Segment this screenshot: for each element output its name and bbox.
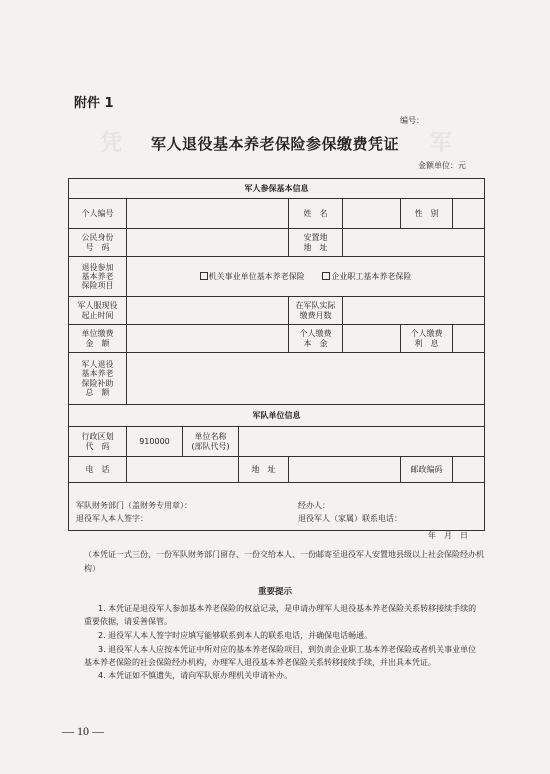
personal-id-label: 个人编号 xyxy=(69,199,127,229)
personal-id-field[interactable] xyxy=(127,199,289,229)
tip-item: 1. 本凭证是退役军人参加基本养老保险的权益记录，是申请办理军人退役基本养老保险关系转移接续手续的重要依据，请妥善保管。 xyxy=(84,604,477,627)
unit-payment-field[interactable] xyxy=(127,325,289,353)
date-label: 年 月 日 xyxy=(428,531,468,540)
option-enterprise-label: 企业职工基本养老保险 xyxy=(331,271,412,281)
tips-heading: 重要提示 xyxy=(257,587,292,597)
soldier-signature-label: 退役军人本人签字： xyxy=(76,514,148,523)
copies-note: （本凭证一式三份，一份军队财务部门留存、一份交给本人、一份邮寄至退役军人安置地县级以上社会保险经办机构） xyxy=(84,550,484,573)
subsidy-total-field[interactable] xyxy=(127,353,485,405)
checkbox-icon xyxy=(322,272,330,280)
name-label: 姓 名 xyxy=(289,199,343,229)
postcode-label: 邮政编码 xyxy=(401,457,453,483)
service-period-label: 军人服现役 起止时间 xyxy=(69,297,127,325)
finance-dept-stamp-label: 军队财务部门（盖财务专用章）： xyxy=(76,501,192,510)
phone-field[interactable] xyxy=(127,457,239,483)
certificate-form xyxy=(68,178,485,531)
tips-list xyxy=(84,602,484,683)
unit-name-label: 单位名称 (部队代号) xyxy=(183,427,239,457)
name-field[interactable] xyxy=(343,199,401,229)
option-enterprise-checkbox[interactable] xyxy=(322,272,411,281)
insurance-item-options xyxy=(127,257,485,297)
unit-info-heading: 军队单位信息 xyxy=(69,405,485,427)
unit-name-field[interactable] xyxy=(239,427,485,457)
checkbox-icon xyxy=(200,272,208,280)
id-number-field[interactable] xyxy=(127,229,289,257)
unit-payment-label: 单位缴费 金 额 xyxy=(69,325,127,353)
address-label: 地 址 xyxy=(239,457,289,483)
attachment-label: 附件 1 xyxy=(74,96,114,111)
phone-label: 电 话 xyxy=(69,457,127,483)
tip-item: 2. 退役军人本人签字时应填写能够联系到本人的联系电话，并确保电话畅通。 xyxy=(98,630,373,640)
subsidy-total-label: 军人退役 基本养老 保险补助 总 额 xyxy=(69,353,127,405)
serial-number-label: 编号： xyxy=(400,116,424,125)
personal-principal-field[interactable] xyxy=(343,325,401,353)
resettle-address-label: 安置地 地 址 xyxy=(289,229,343,257)
postcode-field[interactable] xyxy=(453,457,485,483)
personal-info-heading: 军人参保基本信息 xyxy=(69,179,485,199)
service-period-field[interactable] xyxy=(127,297,289,325)
bleed-through-text: 军 xyxy=(430,131,453,156)
personal-interest-field[interactable] xyxy=(453,325,485,353)
months-paid-label: 在军队实际 缴费月数 xyxy=(289,297,343,325)
insurance-item-label: 退役参加 基本养老 保险项目 xyxy=(69,257,127,297)
personal-interest-label: 个人缴费 利 息 xyxy=(401,325,453,353)
personal-principal-label: 个人缴费 本 金 xyxy=(289,325,343,353)
family-phone-label: 退役军人（家属）联系电话： xyxy=(298,514,402,523)
months-paid-field[interactable] xyxy=(343,297,485,325)
option-institution-label: 机关事业单位基本养老保险 xyxy=(208,271,305,281)
region-code-label: 行政区划 代 码 xyxy=(69,427,127,457)
id-number-label: 公民身份 号 码 xyxy=(69,229,127,257)
region-code-value[interactable]: 910000 xyxy=(127,427,183,457)
tip-item: 3. 退役军人本人应按本凭证中所对应的基本养老保险项目，到负责企业职工基本养老保险或者机关事业单位基本养老保险的社会保险经办机构，办理军人退役基本养老保险关系转移接续手续，并出具本凭证。 xyxy=(84,644,477,667)
page-title: 军人退役基本养老保险参保缴费凭证 xyxy=(150,135,399,153)
option-institution-checkbox[interactable] xyxy=(200,272,305,281)
resettle-address-field[interactable] xyxy=(343,229,485,257)
address-field[interactable] xyxy=(289,457,401,483)
gender-field[interactable] xyxy=(453,199,485,229)
tip-item: 4. 本凭证如不慎遗失，请向军队原办理机关申请补办。 xyxy=(98,671,293,681)
gender-label: 性 别 xyxy=(401,199,453,229)
amount-unit-label: 金额单位：元 xyxy=(418,161,466,170)
handler-label: 经办人： xyxy=(298,501,330,510)
page-number: — 10 — xyxy=(62,724,104,738)
bleed-through-text: 凭 xyxy=(100,131,123,156)
